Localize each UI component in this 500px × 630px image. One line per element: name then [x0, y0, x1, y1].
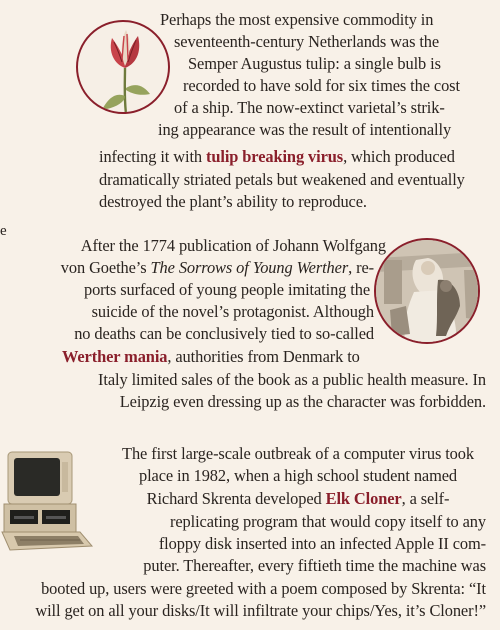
text-line: dramatically striated petals but weakened and eventually	[99, 170, 465, 189]
text-line: Werther mania, authorities from Denmark to	[62, 347, 360, 366]
book-title: The Sorrows of Young Werther	[150, 258, 349, 277]
text-line: no deaths can be conclusively tied to so-called	[74, 324, 374, 343]
text-line: Italy limited sales of the book as a public health measure. In	[98, 370, 486, 389]
text-line: recorded to have sold for six times the cost	[183, 76, 460, 95]
text-line: floppy disk inserted into an infected Apple II com-	[158, 534, 486, 553]
text-line: After the 1774 publication of Johann Wolfgang	[80, 236, 386, 255]
tulip-illustration	[76, 20, 170, 114]
text-line: Semper Augustus tulip: a single bulb is	[188, 54, 441, 73]
text-line: of a ship. The now-extinct varietal’s strik-	[174, 98, 445, 117]
text-line: replicating program that would copy itself to any	[170, 512, 486, 531]
text-line: booted up, users were greeted with a poem composed by Skrenta: “It	[41, 579, 486, 598]
text-line: Perhaps the most expensive commodity in	[160, 10, 434, 29]
highlighted-term-werther-mania: Werther mania	[62, 347, 168, 366]
text-line: will get on all your disks/It will infiltrate your chips/Yes, it’s Cloner!”	[35, 601, 486, 620]
text-line: suicide of the novel’s protagonist. Although	[91, 302, 374, 321]
highlighted-term-elk-cloner: Elk Cloner	[325, 489, 402, 508]
text-line: puter. Thereafter, every fiftieth time the machine was	[143, 556, 486, 575]
text-line: von Goethe’s The Sorrows of Young Werther, re-	[60, 258, 374, 277]
text-line: Leipzig even dressing up as the character was forbidden.	[119, 392, 486, 411]
text-line: Richard Skrenta developed Elk Cloner, a self-	[146, 489, 450, 508]
text-line: infecting it with tulip breaking virus, which produced	[99, 147, 455, 166]
text-line: ing appearance was the result of intentionally	[158, 120, 452, 139]
stray-character: e	[0, 223, 7, 239]
apple-ii-computer	[0, 448, 96, 560]
text-line: ports surfaced of young people imitating the	[83, 280, 370, 299]
text-line: seventeenth-century Netherlands was the	[174, 32, 440, 51]
werther-engraving	[374, 238, 480, 344]
text-line: place in 1982, when a high school student named	[138, 466, 458, 485]
highlighted-term-tulip-breaking-virus: tulip breaking virus	[206, 147, 344, 166]
text-line: destroyed the plant’s ability to reproduce.	[99, 192, 367, 211]
text-line: The first large-scale outbreak of a computer virus took	[122, 444, 474, 463]
